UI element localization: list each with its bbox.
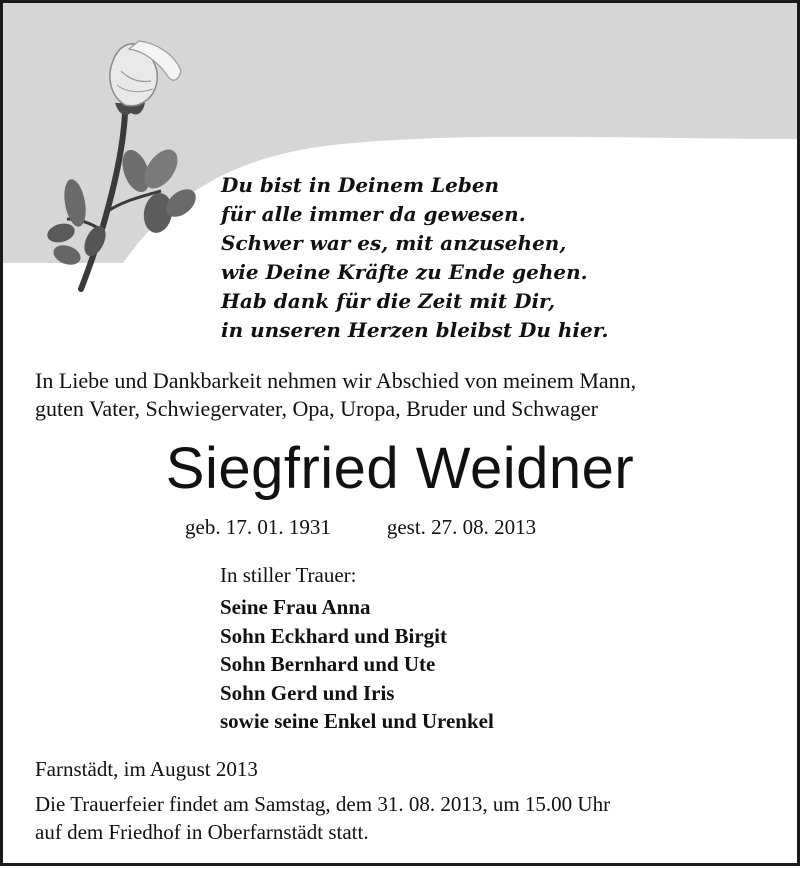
death-date: gest. 27. 08. 2013: [386, 515, 537, 539]
funeral-line: Die Trauerfeier findet am Samstag, dem 31. 08. 2013, um 15.00 Uhr: [35, 792, 611, 816]
intro-line: In Liebe und Dankbarkeit nehmen wir Abschied von meinem Mann,: [35, 368, 637, 393]
mourner-entry: Sohn Bernhard und Ute: [220, 652, 436, 676]
life-dates: [185, 513, 536, 541]
poem-line: wie Deine Kräfte zu Ende gehen.: [221, 260, 588, 284]
mourner-entry: sowie seine Enkel und Urenkel: [220, 709, 494, 733]
place-and-date: Farnstädt, im August 2013: [35, 757, 258, 781]
mourner-entry: Sohn Eckhard und Birgit: [220, 623, 448, 648]
mourners-list: [220, 593, 494, 736]
farewell-intro: [35, 367, 775, 423]
poem-line: Hab dank für die Zeit mit Dir,: [221, 289, 556, 313]
intro-line: guten Vater, Schwiegervater, Opa, Uropa, Bruder und Schwager: [35, 396, 598, 421]
birth-date: geb. 17. 01. 1931: [185, 515, 331, 539]
poem: [221, 171, 608, 345]
poem-line: Du bist in Deinem Leben: [221, 173, 500, 197]
poem-line: Schwer war es, mit anzusehen,: [221, 231, 567, 255]
mourners-heading: In stiller Trauer:: [220, 563, 357, 587]
mourner-entry: Sohn Gerd und Iris: [220, 680, 395, 705]
rose-icon: [33, 31, 203, 301]
funeral-line: auf dem Friedhof in Oberfarnstädt statt.: [35, 820, 369, 844]
poem-line: in unseren Herzen bleibst Du hier.: [221, 318, 609, 342]
deceased-name: Siegfried Weidner: [165, 436, 635, 501]
funeral-info: [35, 790, 775, 846]
poem-line: für alle immer da gewesen.: [221, 202, 526, 226]
mourner-entry: Seine Frau Anna: [220, 595, 371, 619]
